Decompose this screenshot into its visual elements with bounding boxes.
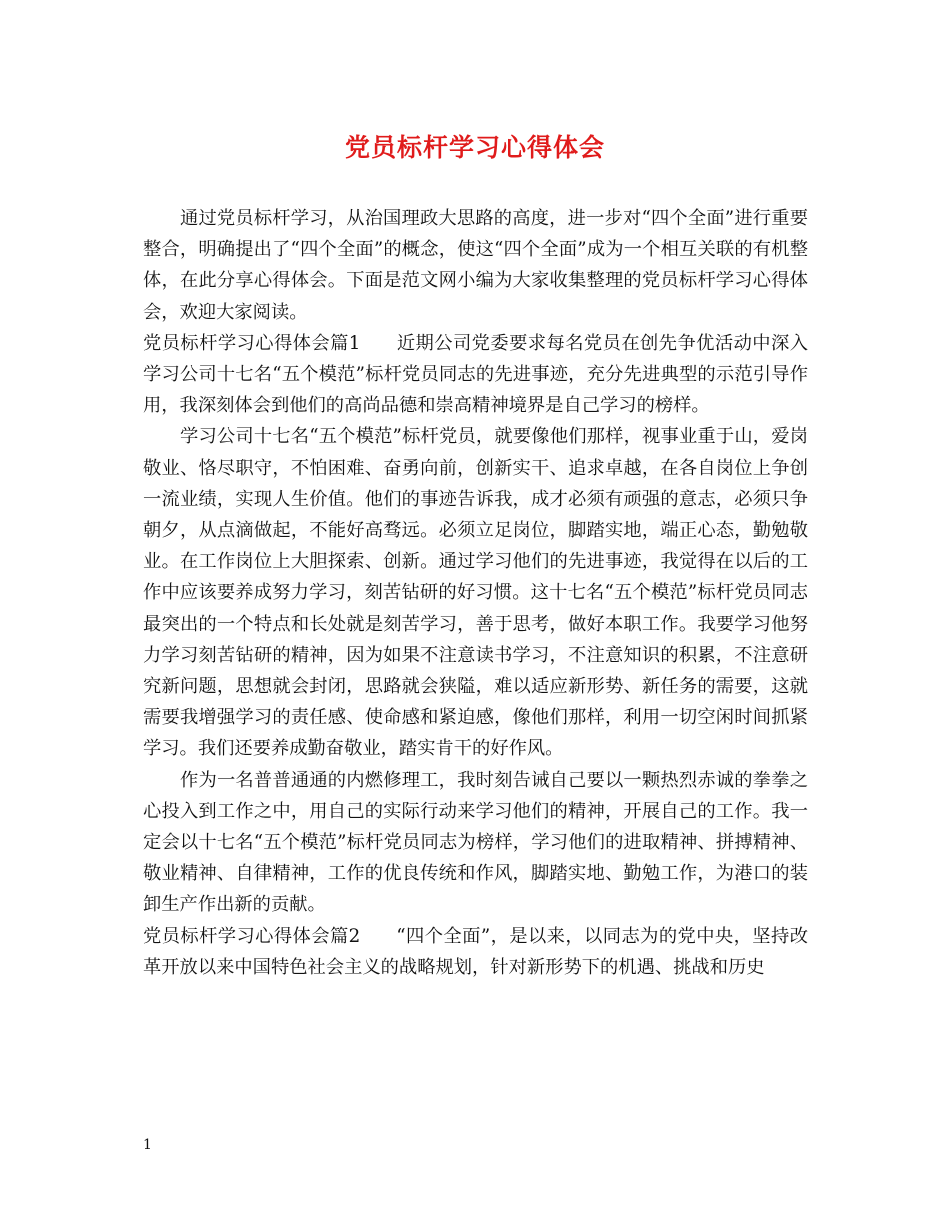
document-body <box>143 203 808 983</box>
section-2-lead: “四个全面”，是以来，以同志为的党中央，坚持改革开放以来中国特色社会主义的战略规划，针对新形势下的机遇、挑战和历史 <box>143 925 808 978</box>
section-1-paragraph-3: 作为一名普普通通的内燃修理工，我时刻告诫自己要以一颗热烈赤诚的拳拳之心投入到工作之中，用自己的实际行动来学习他们的精神，开展自己的工作。我一定会以十七名“五个模范”标杆党员同志为榜样，学习他们的进取精神、拼搏精神、敬业精神、自律精神，工作的优良传统和作风，脚踏实地、勤勉工作，为港口的装卸生产作出新的贡献。 <box>143 769 808 916</box>
document-title: 党员标杆学习心得体会 <box>344 133 605 162</box>
section-1-paragraph-2: 学习公司十七名“五个模范”标杆党员，就要像他们那样，视事业重于山，爱岗敬业、恪尽职守，不怕困难、奋勇向前，创新实干、追求卓越，在各自岗位上争创一流业绩，实现人生价值。他们的事迹告诉我，成才必须有顽强的意志，必须只争朝夕，从点滴做起，不能好高骛远。必须立足岗位，脚踏实地，端正心态，勤勉敬业。在工作岗位上大胆探索、创新。通过学习他们的先进事迹，我觉得在以后的工作中应该要养成努力学习，刻苦钻研的好习惯。这十七名“五个模范”标杆党员同志最突出的一个特点和长处就是刻苦学习，善于思考，做好本职工作。我要学习他努力学习刻苦钻研的精神，因为如果不注意读书学习，不注意知识的积累，不注意研究新问题，思想就会封闭，思路就会狭隘，难以适应新形势、新任务的需要，这就需要我增强学习的责任感、使命感和紧迫感，像他们那样，利用一切空闲时间抓紧学习。我们还要养成勤奋敬业，踏实肯干的好作风。 <box>143 426 808 760</box>
section-1-heading: 党员标杆学习心得体会篇1 <box>143 332 361 354</box>
page-number: 1 <box>143 1137 152 1153</box>
section-2-heading: 党员标杆学习心得体会篇2 <box>143 925 361 947</box>
section-2-paragraph <box>143 921 808 983</box>
section-1-lead: 近期公司党委要求每名党员在创先争优活动中深入学习公司十七名“五个模范”标杆党员同志的先进事迹，充分先进典型的示范引导作用，我深刻体会到他们的高尚品德和崇高精神境界是自己学习的榜样。 <box>143 332 808 417</box>
intro-paragraph: 通过党员标杆学习，从治国理政大思路的高度，进一步对“四个全面”进行重要整合，明确提出了“四个全面”的概念，使这“四个全面”成为一个相互关联的有机整体，在此分享心得体会。下面是范文网小编为大家收集整理的党员标杆学习心得体会，欢迎大家阅读。 <box>143 208 808 323</box>
section-1-paragraph <box>143 328 808 422</box>
